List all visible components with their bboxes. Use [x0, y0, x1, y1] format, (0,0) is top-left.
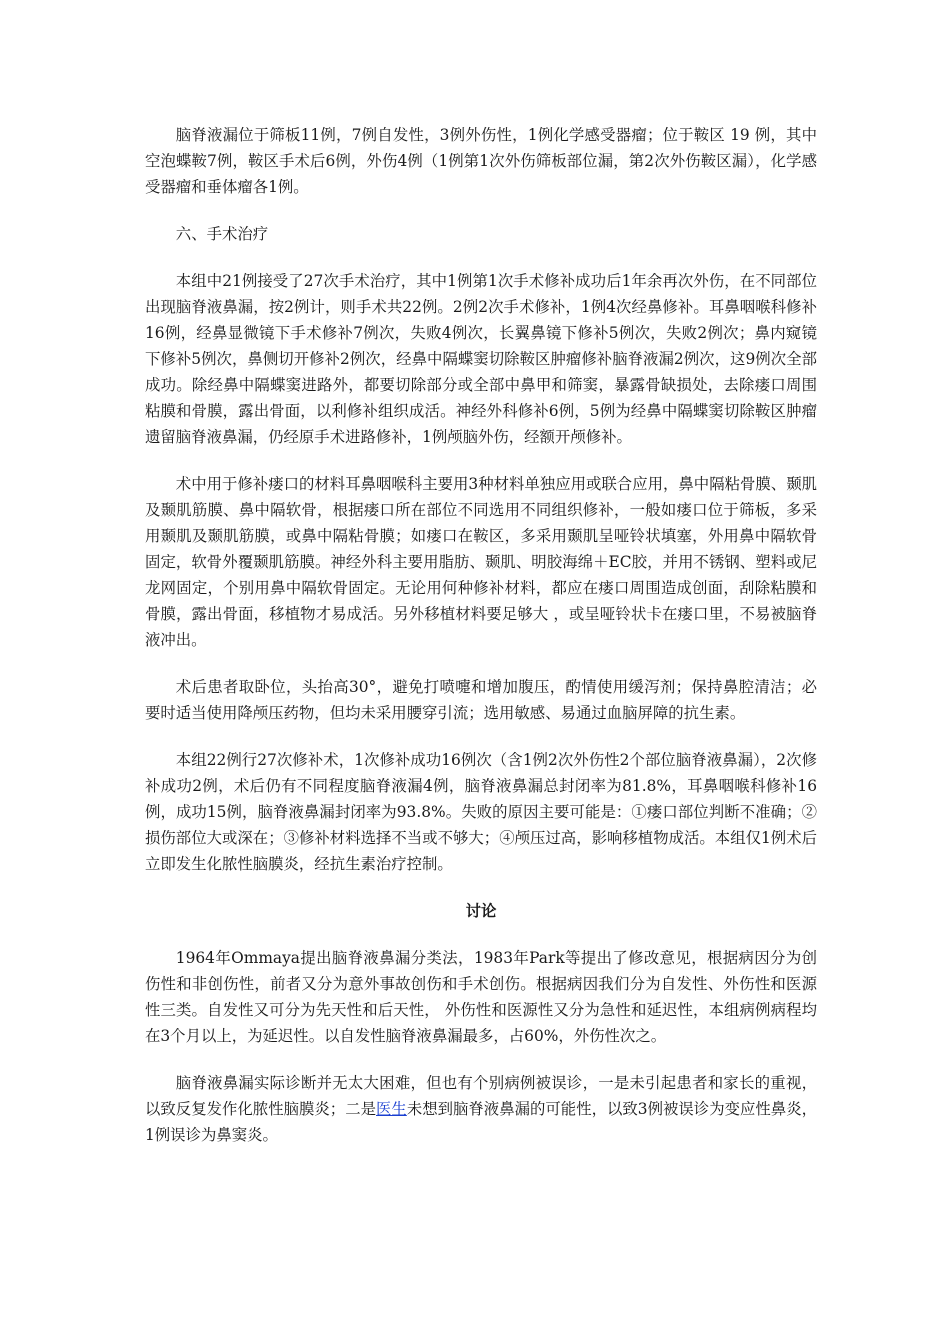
doctor-link[interactable]: 医生: [376, 1100, 407, 1118]
paragraph-outcomes: 本组22例行27次修补术，1次修补成功16例次（含1例2次外伤性2个部位脑脊液鼻漏），2次修补成功2例，术后仍有不同程度脑脊液漏4例，脑脊液鼻漏总封闭率为81.8%，耳鼻咽喉科修补16例，成功15例，脑脊液鼻漏封闭率为93.8%。失败的原因主要可能是：①瘘口部位判断不准确；②损伤部位大或深在；③修补材料选择不当或不够大；④颅压过高，影响移植物成活。本组仅1例术后立即发生化脓性脑膜炎，经抗生素治疗控制。: [145, 751, 817, 873]
paragraph-repair-materials: 术中用于修补瘘口的材料耳鼻咽喉科主要用3种材料单独应用或联合应用，鼻中隔粘骨膜、颞肌及颞肌筋膜、鼻中隔软骨，根据瘘口所在部位不同选用不同组织修补，一般如瘘口位于筛板，多采用颞肌及颞肌筋膜，或鼻中隔粘骨膜；如瘘口在鞍区，多采用颞肌呈哑铃状填塞，外用鼻中隔软骨固定，软骨外覆颞肌筋膜。神经外科主要用脂肪、颞肌、明胶海绵＋EC胶，并用不锈钢、塑料或尼龙网固定，个别用鼻中隔软骨固定。无论用何种修补材料，都应在瘘口周围造成创面，刮除粘膜和骨膜，露出骨面，移植物才易成活。另外移植材料要足够大 ，或呈哑铃状卡在瘘口里，不易被脑脊液冲出。: [145, 475, 817, 649]
paragraph-postoperative-care: 术后患者取卧位，头抬高30°，避免打喷嚏和增加腹压，酌情使用缓泻剂；保持鼻腔清洁；必要时适当使用降颅压药物，但均未采用腰穿引流；选用敏感、易通过血脑屏障的抗生素。: [145, 678, 817, 722]
section-heading-surgery: 六、手术治疗: [175, 225, 269, 243]
document-body: [145, 122, 817, 1169]
paragraph-classification: 1964年Ommaya提出脑脊液鼻漏分类法，1983年Park等提出了修改意见，根据病因分为创伤性和非创伤性，前者又分为意外事故创伤和手术创伤。根据病因我们分为自发性、外伤性和医源性三类。自发性又可分为先天性和后天性， 外伤性和医源性又分为急性和延迟性，本组病例病程均在3个月以上，为延迟性。以自发性脑脊液鼻漏最多，占60%，外伤性次之。: [145, 949, 817, 1045]
diagnosis-text-start: 脑脊液鼻漏实际诊断并无太大困难，但也有个别病例被误诊，一是未引起患者和家长的重视，以致反复发作化脓性脑膜炎；二是: [145, 1074, 817, 1118]
paragraph-diagnosis: [145, 1070, 817, 1148]
paragraph-surgical-treatment: 本组中21例接受了27次手术治疗，其中1例第1次手术修补成功后1年余再次外伤，在不同部位出现脑脊液鼻漏，按2例计，则手术共22例。2例2次手术修补，1例4次经鼻修补。耳鼻咽喉科修补16例，经鼻显微镜下手术修补7例次，失败4例次，长翼鼻镜下修补5例次，失败2例次；鼻内窥镜下修补5例次，鼻侧切开修补2例次，经鼻中隔蝶窦切除鞍区肿瘤修补脑脊液漏2例次，这9例次全部成功。除经鼻中隔蝶窦进路外，都要切除部分或全部中鼻甲和筛窦，暴露骨缺损处，去除瘘口周围粘膜和骨膜，露出骨面，以利修补组织成活。神经外科修补6例，5例为经鼻中隔蝶窦切除鞍区肿瘤遗留脑脊液鼻漏，仍经原手术进路修补，1例颅脑外伤，经额开颅修补。: [145, 272, 817, 446]
diagnosis-text-end: 未想到脑脊液鼻漏的可能性，以致3例被误诊为变应性鼻炎，1例误诊为鼻窦炎。: [145, 1100, 817, 1144]
paragraph-csf-leak-location: 脑脊液漏位于筛板11例，7例自发性，3例外伤性，1例化学感受器瘤；位于鞍区 19 例，其中空泡蝶鞍7例，鞍区手术后6例，外伤4例（1例第1次外伤筛板部位漏，第2次外伤鞍区漏），化学感受器瘤和垂体瘤各1例。: [145, 126, 817, 196]
section-title-discussion: 讨论: [465, 902, 497, 920]
